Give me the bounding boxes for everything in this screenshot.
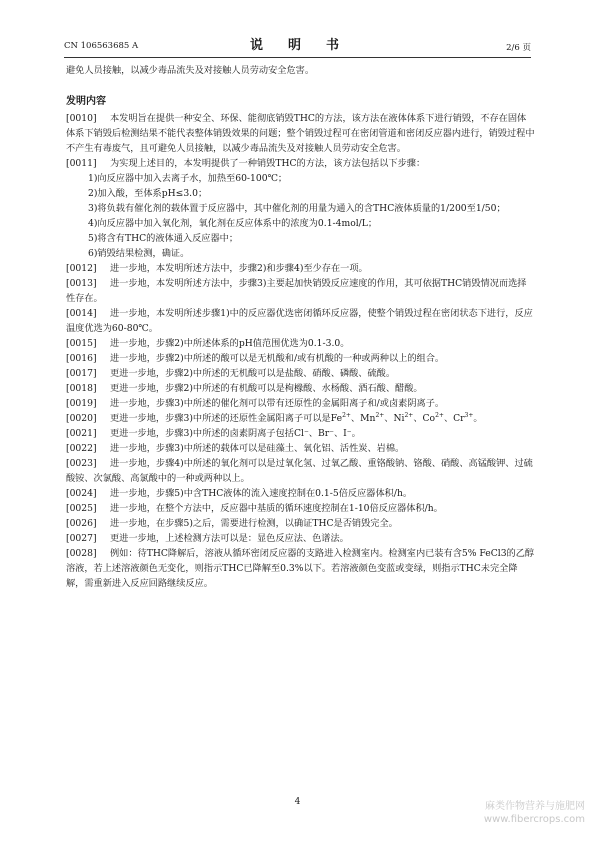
paragraph-text: 进一步地，本发明所述步骤1)中的反应器优选密闭循环反应器，使整个销毁过程在密闭状态下进行，反应温度优选为60-80℃。	[66, 308, 533, 334]
paragraph-0019	[66, 396, 535, 411]
paragraph-number: [0012]	[66, 263, 97, 274]
paragraph-text: 进一步地，步骤3)中所述的载体可以是硅藻土、氧化铝、活性炭、岩棉。	[110, 443, 405, 454]
paragraph-0020: [0020] 更进一步地，步骤3)中所述的还原性金属阳离子可以是$Fe^{2+}$、$Mn^{2+}$、$Ni^{2+}$、$Co^{2+}$、$Cr^{3+}$。	[66, 411, 483, 424]
paragraph-text: 更进一步地，步骤2)中所述的有机酸可以是枸橼酸、水杨酸、酒石酸、醋酸。	[110, 383, 423, 394]
paragraph-0011	[66, 156, 535, 171]
paragraph-0014	[66, 306, 535, 336]
ion-symbol: Mn	[360, 413, 376, 424]
paragraph-0022	[66, 441, 535, 456]
ion-symbol: Cr	[453, 413, 465, 424]
paragraph-number: [0021]	[66, 428, 97, 439]
paragraph-0026	[66, 516, 535, 531]
paragraph-text: 更进一步地，步骤3)中所述的卤素阴离子包括Cl⁻、Br⁻、I⁻。	[110, 428, 361, 439]
paragraph-number: [0011]	[66, 158, 97, 169]
paragraph-text: 更进一步地，步骤2)中所述的无机酸可以是盐酸、硝酸、磷酸、硫酸。	[110, 368, 396, 379]
paragraph-0021	[66, 426, 535, 441]
paragraph-text: 进一步地，步骤2)中所述的酸可以是无机酸和/或有机酸的一种或两种以上的组合。	[110, 353, 445, 364]
paragraph-number: [0026]	[66, 518, 97, 529]
paragraph-0023	[66, 456, 535, 486]
paragraph-text: 为实现上述目的，本发明提供了一种销毁THC的方法，该方法包括以下步骤：	[110, 158, 426, 169]
paragraph-number: [0015]	[66, 338, 97, 349]
watermark	[484, 800, 585, 826]
ion-charge: 2+	[342, 411, 351, 419]
ion-symbol: Ni	[393, 413, 405, 424]
page-header	[64, 34, 531, 56]
paragraph-text: 进一步地，步骤2)中所述体系的pH值范围优选为0.1-3.0。	[110, 338, 350, 349]
paragraph-0024	[66, 486, 535, 501]
paragraph-0028	[66, 546, 535, 591]
ion-charge: 2+	[435, 411, 444, 419]
section-title: 发明内容	[66, 96, 106, 107]
step-5: 5)将含有THC的液体通入反应器中；	[88, 233, 239, 244]
paragraph-text: 进一步地，步骤5)中含THC液体的流入速度控制在0.1-5倍反应器体积/h。	[110, 488, 413, 499]
step-1: 1)向反应器中加入去离子水，加热至60-100℃；	[88, 173, 288, 184]
paragraph-0010	[66, 111, 535, 156]
paragraph-number: [0018]	[66, 383, 97, 394]
paragraph-number: [0013]	[66, 278, 97, 289]
paragraph-text: 进一步地，本发明所述方法中，步骤2)和步骤4)至少存在一项。	[110, 263, 368, 274]
continued-text: 避免人员接触，以减少毒品流失及对接触人员劳动安全危害。	[66, 65, 315, 76]
paragraph-text: 进一步地，步骤4)中所述的氧化剂可以是过氧化氢、过氧乙酸、重铬酸钠、铬酸、硝酸、高锰酸钾、过硫酸铵、次氯酸、高氯酸中的一种或两种以上。	[66, 458, 533, 484]
paragraph-0013	[66, 276, 535, 306]
paragraph-number: [0028]	[66, 548, 97, 559]
ion-charge: 2+	[404, 411, 414, 419]
paragraph-number: [0024]	[66, 488, 97, 499]
paragraph-0018	[66, 381, 535, 396]
paragraph-number: [0017]	[66, 368, 97, 379]
step-4: 4)向反应器中加入氧化剂，氧化剂在反应体系中的浓度为0.1-4mol/L；	[88, 218, 378, 229]
paragraph-0027	[66, 531, 535, 546]
paragraph-number: [0027]	[66, 533, 97, 544]
patent-number: CN 106563685 A	[64, 41, 139, 51]
paragraph-number: [0010]	[66, 113, 97, 124]
header-divider	[64, 57, 531, 58]
paragraph-number: [0016]	[66, 353, 97, 364]
paragraph-number: [0014]	[66, 308, 97, 319]
step-2: 2)加入酸，至体系pH≤3.0；	[88, 188, 208, 199]
paragraph-text: 更进一步地，步骤3)中所述的还原性金属阳离子可以是Fe	[110, 413, 343, 424]
ion-symbol: Co	[422, 413, 436, 424]
step-3: 3)将负载有催化剂的载体置于反应器中，其中催化剂的用量为通入的含THC液体质量的1/200至1/50；	[88, 203, 506, 214]
paragraph-text: 更进一步地，上述检测方法可以是：显色反应法、色谱法。	[110, 533, 349, 544]
paragraph-number: [0019]	[66, 398, 97, 409]
paragraph-text: 进一步地，本发明所述方法中，步骤3)主要起加快销毁反应速度的作用，其可依据THC销毁情况而选择性存在。	[66, 278, 527, 304]
paragraph-0015	[66, 336, 535, 351]
watermark-title: 麻类作物营养与施肥网	[485, 801, 585, 812]
paragraph-text: 进一步地，在整个方法中，反应器中基质的循环速度控制在1-10倍反应器体积/h。	[110, 503, 443, 514]
paragraph-number: [0025]	[66, 503, 97, 514]
paragraph-number: [0023]	[66, 458, 97, 469]
paragraph-0016	[66, 351, 535, 366]
paragraph-number: [0022]	[66, 443, 97, 454]
paragraph-number: [0020]	[66, 413, 97, 424]
paragraph-0025	[66, 501, 535, 516]
paragraph-text: 本发明旨在提供一种安全、环保、能彻底销毁THC的方法，该方法在液体体系下进行销毁，不存在固体体系下销毁后检测结果不能代表整体销毁效果的问题；整个销毁过程可在密闭管道和密闭反应器内进行，销毁过程中不产生有毒废气，且可避免人员接触，以减少毒品流失及对接触人员劳动安全危害。	[66, 113, 535, 154]
paragraph-text: 进一步地，在步骤5)之后，需要进行检测，以确证THC是否销毁完全。	[110, 518, 398, 529]
ion-charge: 3+	[464, 411, 474, 419]
ion-charge: 2+	[375, 411, 385, 419]
page-indicator: 2/6 页	[506, 43, 531, 53]
page-number: 4	[294, 797, 301, 807]
paragraph-0012	[66, 261, 535, 276]
paragraph-text: 进一步地，步骤3)中所述的催化剂可以带有还原性的金属阳离子和/或卤素阴离子。	[110, 398, 445, 409]
watermark-url: www.fibercrops.com	[483, 814, 585, 825]
document-body	[66, 63, 535, 591]
paragraph-0017	[66, 366, 535, 381]
step-6: 6)销毁结果检测，确证。	[88, 248, 190, 259]
paragraph-text: 例如：待THC降解后，溶液从循环密闭反应器的支路进入检测室内。检测室内已装有含5% FeCl3的乙醇溶液，若上述溶液颜色无变化，则指示THC已降解至0.3%以下。若溶液颜色变蓝或变绿，则指示THC未完全降解，需重新进入反应回路继续反应。	[66, 548, 535, 589]
document-title: 说 明 书	[249, 38, 345, 53]
